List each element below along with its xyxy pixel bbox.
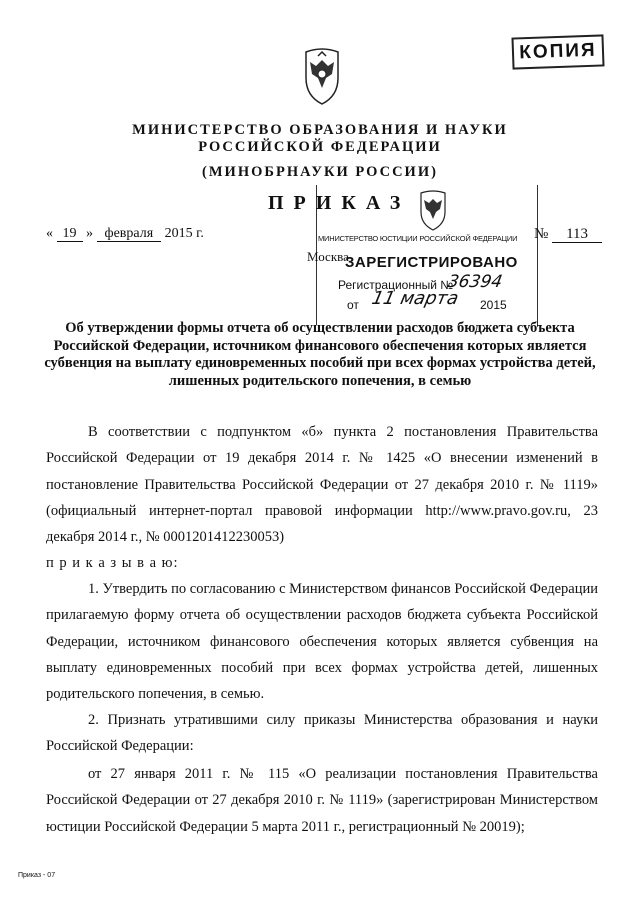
document-type: ПРИКАЗ [268, 192, 411, 214]
date-day: 19 [57, 226, 83, 242]
preamble: В соответствии с подпунктом «б» пункта 2 постановления Правительства Российской Федерации от 19 декабря 2014 г. № 1425 «О внесении изменений в постановление Правительства Российской Федерации от 27 декабря 2010 г. № 1119» (официальный интернет-портал правовой информации http://www.pravo.gov.ru, 23 декабря 2014 г., № 0001201412230053) [46, 424, 598, 546]
order-word: п р и к а з ы в а ю: [46, 555, 179, 571]
registration-number-value: 36394 [446, 272, 504, 292]
ministry-short-name: (МИНОБРНАУКИ РОССИИ) [202, 164, 438, 180]
city: Москва [307, 249, 349, 264]
coat-of-arms-icon [298, 48, 346, 106]
registration-status: ЗАРЕГИСТРИРОВАНО [345, 254, 518, 271]
item-2-sub-1: от 27 января 2011 г. № 115 «О реализации постановления Правительства Российской Федерации от 27 декабря 2010 г. № 1119» (зарегистрирован Министерством юстиции Российской Федерации 5 марта 2011 г., регистрационный № 20019); [46, 766, 598, 835]
item-1: 1. Утвердить по согласованию с Министерством финансов Российской Федерации прилагаемую форму отчета об осуществлении расходов бюджета субъекта Российской Федерации, источником финансового обеспечения которых является субвенция на выплату единовременных пособий при всех формах устройства детей, лишенных родительского попечения, в семью. [46, 581, 598, 703]
item-2: 2. Признать утратившими силу приказы Министерства образования и науки Российской Федерации: [46, 712, 598, 755]
ministry-name-line2: РОССИЙСКОЙ ФЕДЕРАЦИИ [198, 139, 442, 155]
order-title: Об утверждении формы отчета об осуществлении расходов бюджета субъекта Российской Федерации, источником финансового обеспечения которых является субвенция на выплату единовременных пособий при всех формах устройства детей, лишенных родительского попечения, в семью [44, 320, 596, 389]
number-value: 113 [552, 226, 602, 243]
registration-ministry: МИНИСТЕРСТВО ЮСТИЦИИ РОССИЙСКОЙ ФЕДЕРАЦИИ [318, 234, 518, 243]
copy-stamp: КОПИЯ [511, 34, 604, 69]
date-year: 2015 г. [164, 226, 204, 241]
registration-date-prefix: от [347, 298, 359, 312]
ministry-name-line1: МИНИСТЕРСТВО ОБРАЗОВАНИЯ И НАУКИ [132, 122, 508, 138]
registration-number-label: Регистрационный № [338, 278, 454, 292]
justice-ministry-emblem-icon [415, 190, 451, 232]
registration-date-value: 11 марта [369, 288, 461, 309]
date-month: февраля [97, 226, 162, 242]
registration-year: 2015 [480, 298, 507, 312]
footer-code: Приказ - 07 [18, 872, 56, 879]
order-date [46, 226, 204, 242]
order-number [534, 226, 602, 243]
date-close-quote: » [86, 226, 93, 241]
date-open-quote: « [46, 226, 53, 241]
number-sign: № [534, 226, 549, 242]
